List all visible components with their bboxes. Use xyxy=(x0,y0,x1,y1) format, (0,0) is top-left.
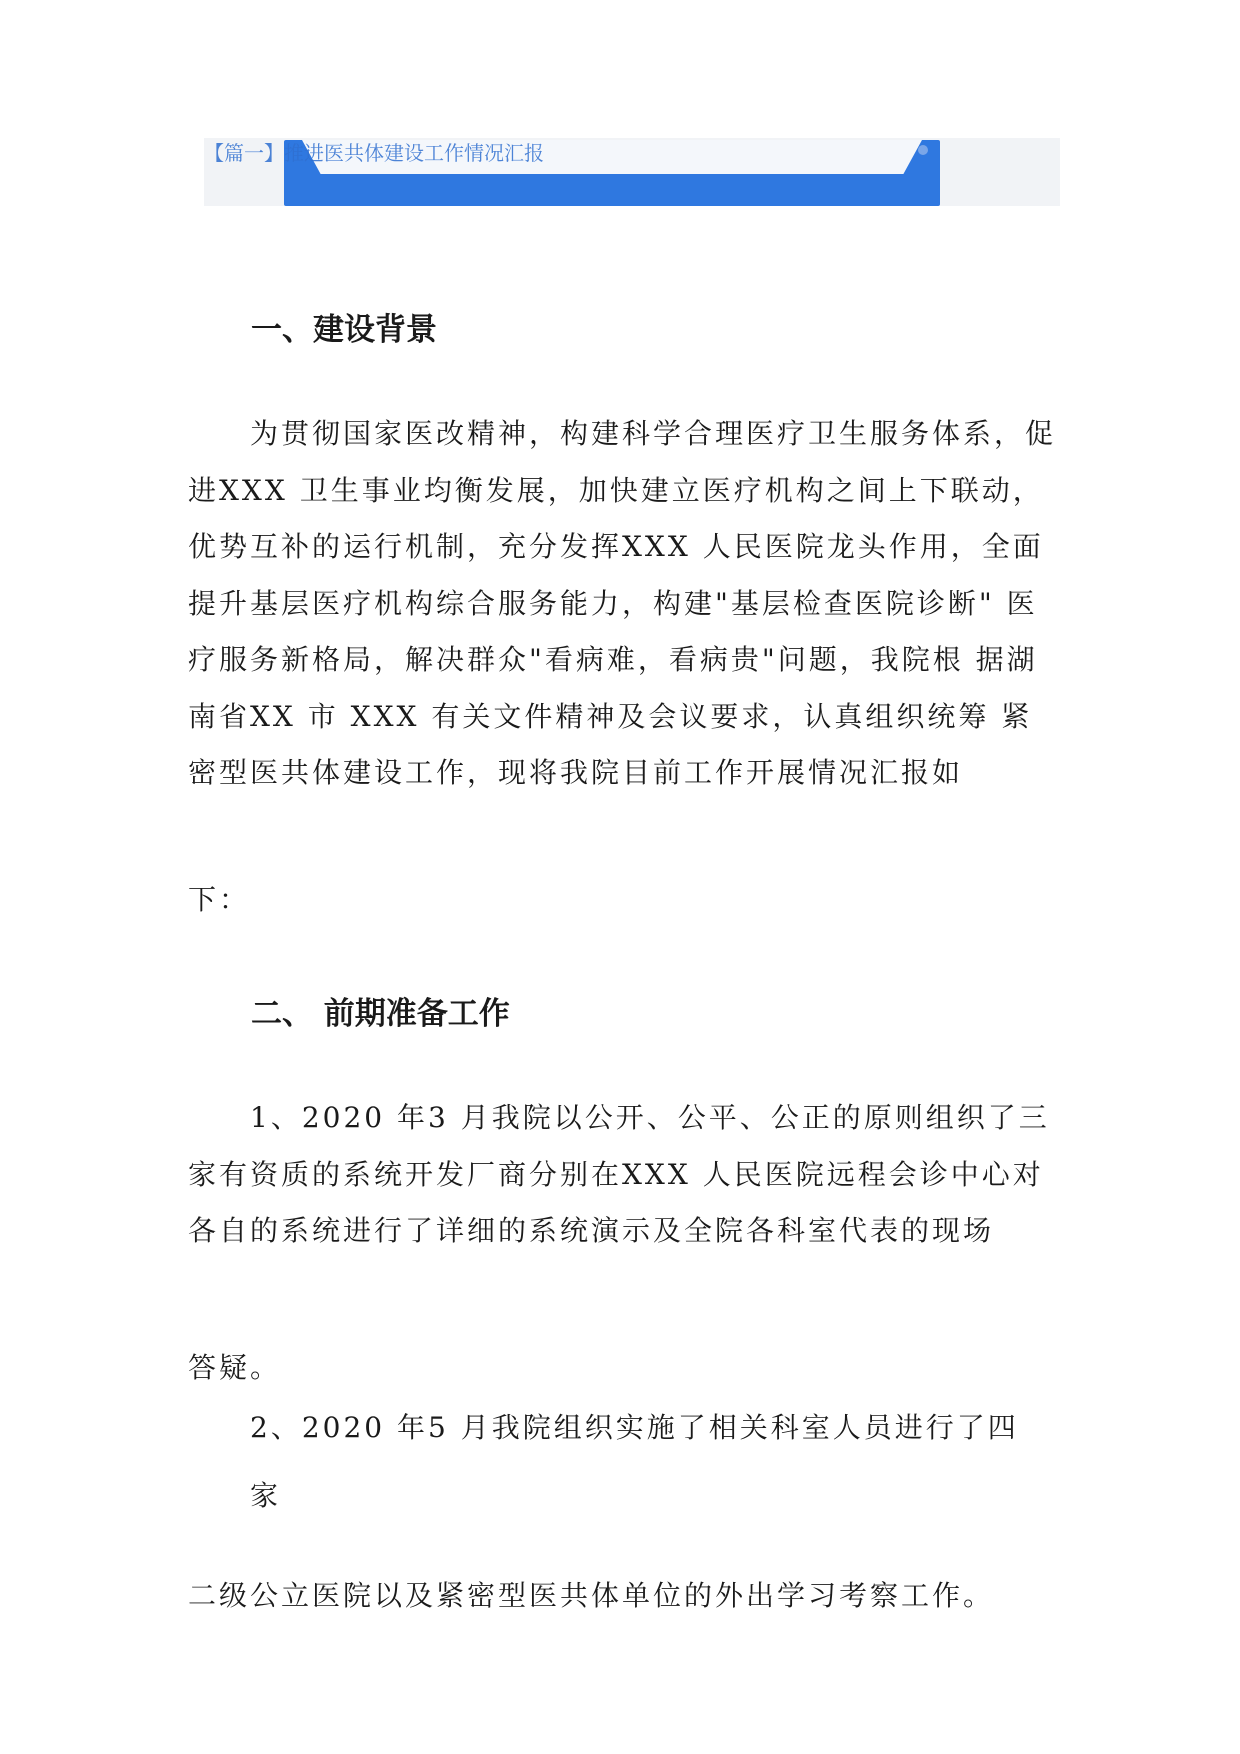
item-2-line-1: 2、2020 年5 月我院组织实施了相关科室人员进行了四 xyxy=(250,1411,1019,1444)
banner-dot-icon xyxy=(918,145,928,155)
background-paragraph: 为贯彻国家医改精神，构建科学合理医疗卫生服务体系，促进XXX 卫生事业均衡发展，加快建立医疗机构之间上下联动， 优势互补的运行机制，充分发挥XXX 人民医院龙头作用，全面 提升基层医疗机构综合服务能力，构建"基层检查医院诊断" 医疗服务新格局，解决群众"看病难，看病贵"问题，我院根 据湖南省XX 市 XXX 有关文件精神及会议要求，认真组织统筹 紧密型医共体建设工作，现将我院目前工作开展情况汇报如 xyxy=(188,417,1057,789)
item-1-paragraph-tail: 答疑。 xyxy=(188,1351,282,1384)
item-2-line-3: 二级公立医院以及紧密型医共体单位的外出学习考察工作。 xyxy=(188,1579,995,1612)
item-1-paragraph: 1、2020 年3 月我院以公开、公平、公正的原则组织了三 家有资质的系统开发厂商分别在XXX 人民医院远程会诊中心对 各自的系统进行了详细的系统演示及全院各科室代表的现场 xyxy=(188,1101,1050,1247)
banner-title: 【篇一】推进医共体建设工作情况汇报 xyxy=(204,141,544,165)
section-heading-preparation: 二、 前期准备工作 xyxy=(251,996,510,1032)
section-heading-background: 一、建设背景 xyxy=(251,312,437,348)
background-paragraph-tail: 下： xyxy=(188,883,251,916)
item-2-line-2: 家 xyxy=(250,1479,282,1512)
